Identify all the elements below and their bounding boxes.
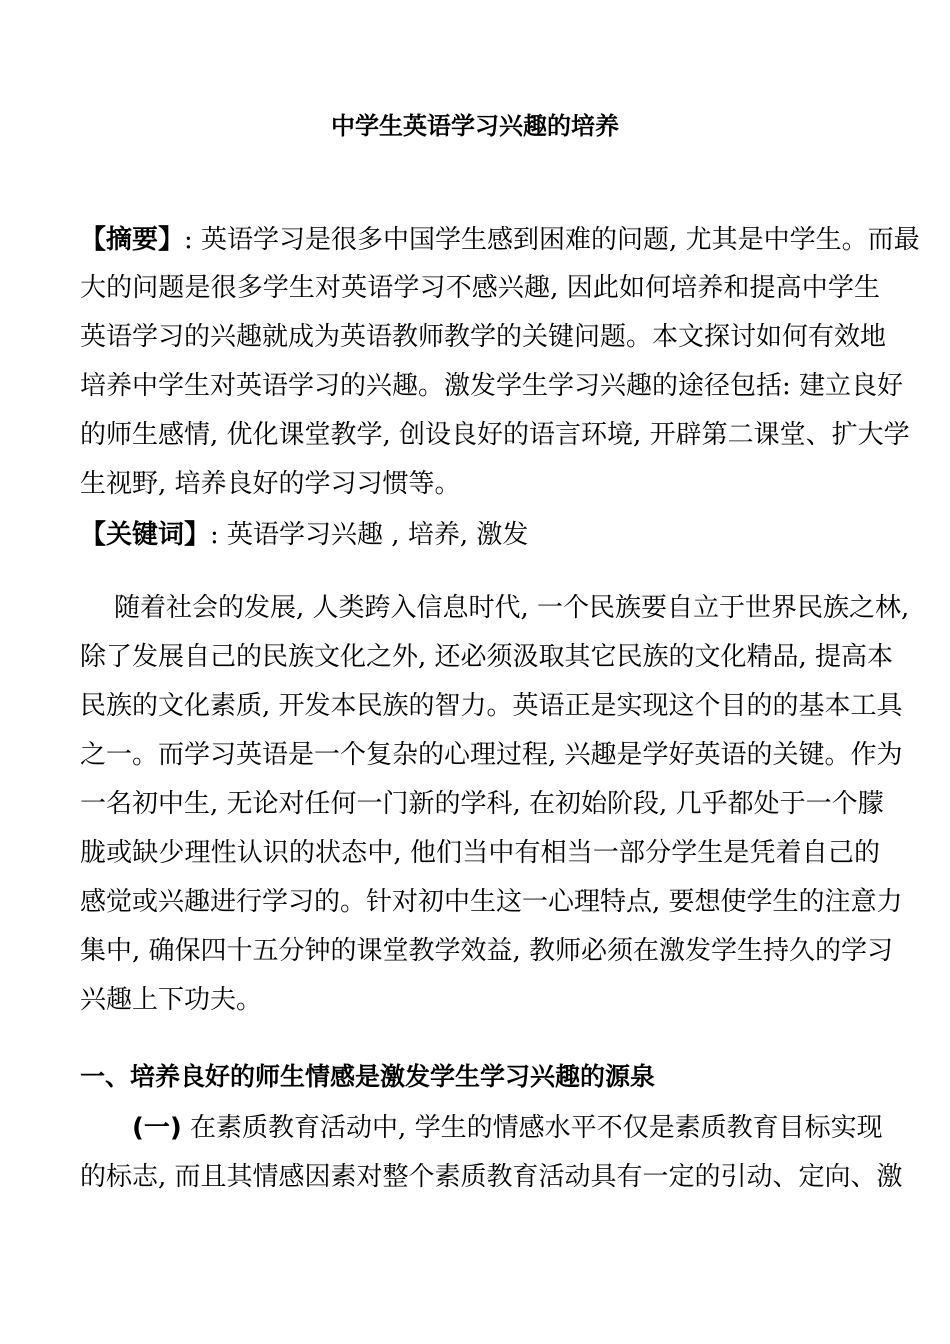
abstract-line-3: 英语学习的兴趣就成为英语教师教学的关键问题。本文探讨如何有效地 xyxy=(80,322,887,352)
section-heading: 一、培养良好的师生情感是激发学生学习兴趣的源泉 xyxy=(80,1062,656,1091)
abstract-line-2: 大的问题是很多学生对英语学习不感兴趣, 因此如何培养和提高中学生 xyxy=(80,273,880,303)
intro-line-6: 胧或缺少理性认识的状态中, 他们当中有相当一部分学生是凭着自己的 xyxy=(80,838,880,868)
section1-text: 在素质教育活动中, 学生的情感水平不仅是素质教育目标实现 xyxy=(181,1113,883,1143)
intro-line-4: 之一。而学习英语是一个复杂的心理过程, 兴趣是学好英语的关键。作为 xyxy=(80,740,903,770)
keywords-label: 【关键词】 xyxy=(80,520,211,550)
abstract-line-1 xyxy=(80,223,920,257)
abstract-text: : 英语学习是很多中国学生感到困难的问题, 尤其是中学生。而最 xyxy=(184,225,920,255)
abstract-line-4: 培养中学生对英语学习的兴趣。激发学生学习兴趣的途径包括: 建立良好 xyxy=(80,371,904,401)
intro-line-1: 随着社会的发展, 人类跨入信息时代, 一个民族要自立于世界民族之林, xyxy=(114,593,910,623)
keywords-line xyxy=(80,518,880,552)
subsection-label: (一) xyxy=(132,1113,182,1143)
abstract-line-6: 生视野, 培养良好的学习习惯等。 xyxy=(80,469,461,499)
abstract-label: 【摘要】 xyxy=(80,225,185,255)
keywords-text: : 英语学习兴趣 , 培养, 激发 xyxy=(210,520,529,550)
intro-line-9: 兴趣上下功夫。 xyxy=(80,985,263,1015)
intro-line-7: 感觉或兴趣进行学习的。针对初中生这一心理特点, 要想使学生的注意力 xyxy=(80,887,903,917)
intro-line-2: 除了发展自己的民族文化之外, 还必须汲取其它民族的文化精品, 提高本 xyxy=(80,642,894,672)
intro-line-3: 民族的文化素质, 开发本民族的智力。英语正是实现这个目的的基本工具 xyxy=(80,691,903,721)
intro-line-8: 集中, 确保四十五分钟的课堂教学效益, 教师必须在激发学生持久的学习 xyxy=(80,936,894,966)
section1-line-1 xyxy=(132,1111,883,1145)
document-title: 中学生英语学习兴趣的培养 xyxy=(331,112,619,140)
section1-line-2: 的标志, 而且其情感因素对整个素质教育活动具有一定的引动、定向、激 xyxy=(80,1162,903,1192)
abstract-line-5: 的师生感情, 优化课堂教学, 创设良好的语言环境, 开辟第二课堂、扩大学 xyxy=(80,420,910,450)
intro-line-5: 一名初中生, 无论对任何一门新的学科, 在初始阶段, 几乎都处于一个朦 xyxy=(80,789,884,819)
